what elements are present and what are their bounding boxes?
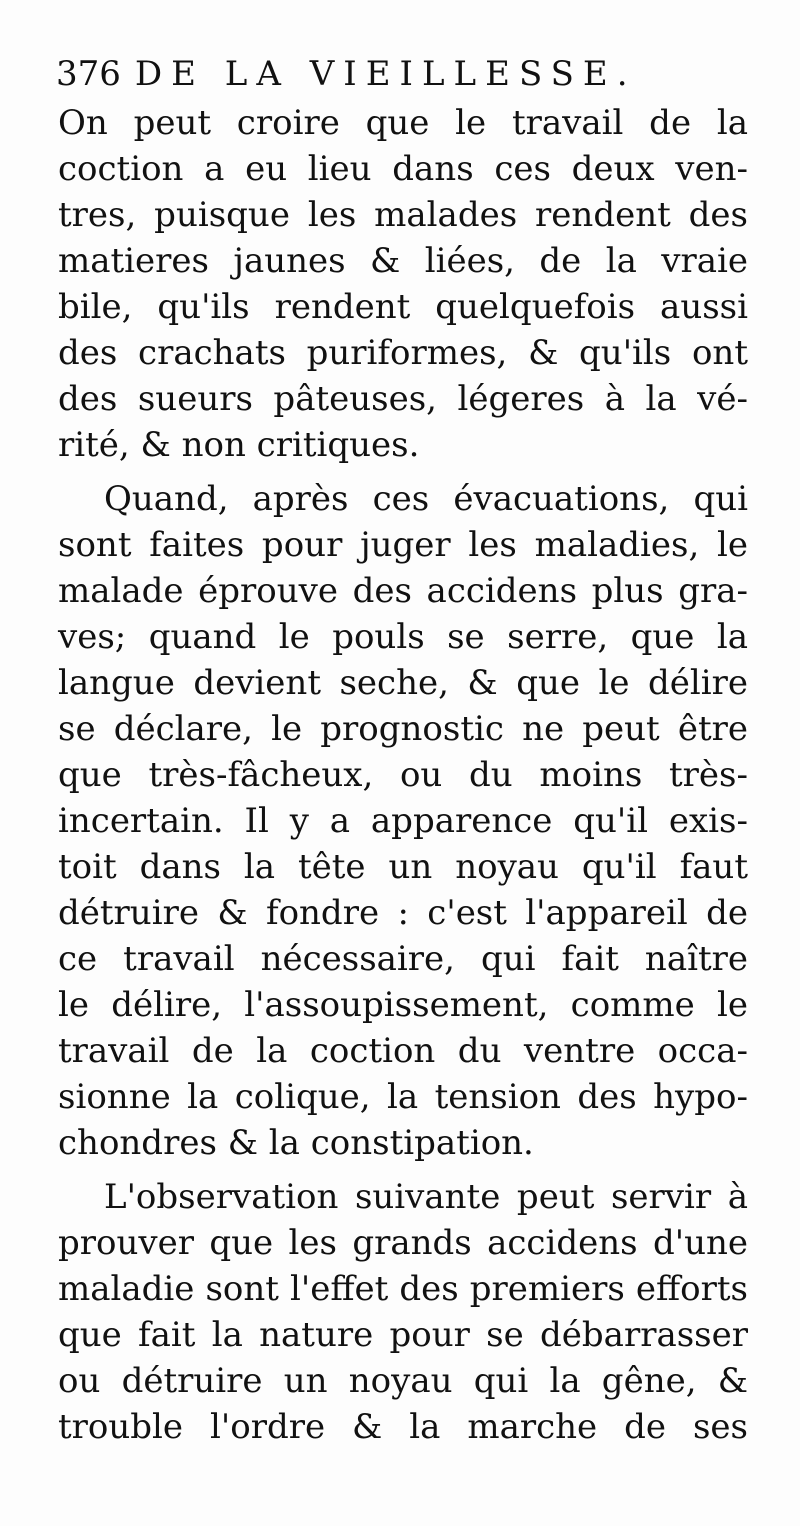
text-line: détruire & fondre : c'est l'appareil de — [58, 893, 748, 933]
text-line: que fait la nature pour se débarrasser — [58, 1315, 748, 1355]
text-line: prouver que les grands accidens d'une — [58, 1223, 748, 1263]
paragraph-2 — [58, 476, 748, 1166]
paragraph-3 — [58, 1174, 748, 1450]
text-line: bile, qu'ils rendent quelquefois aussi — [58, 287, 748, 327]
page-number: 376 — [56, 54, 121, 94]
text-line: sont faites pour juger les maladies, le — [58, 525, 748, 565]
text-line: des crachats puriformes, & qu'ils ont — [58, 333, 748, 373]
text-line: se déclare, le prognostic ne peut être — [58, 709, 748, 749]
text-line: incertain. Il y a apparence qu'il exis- — [58, 801, 748, 841]
page-header — [56, 52, 756, 96]
text-line: L'observation suivante peut servir à — [104, 1177, 748, 1217]
text-line: coction a eu lieu dans ces deux ven- — [58, 149, 748, 189]
text-line: tres, puisque les malades rendent des — [58, 195, 748, 235]
text-line: langue devient seche, & que le délire — [58, 663, 748, 703]
text-line: toit dans la tête un noyau qu'il faut — [58, 847, 748, 887]
text-line: ce travail nécessaire, qui fait naître — [58, 939, 748, 979]
text-line: sionne la colique, la tension des hypo- — [58, 1077, 748, 1117]
text-line: trouble l'ordre & la marche de ses — [58, 1407, 748, 1447]
text-line: matieres jaunes & liées, de la vraie — [58, 241, 748, 281]
body-text — [58, 100, 748, 1450]
text-line: maladie sont l'effet des premiers efforts — [58, 1269, 748, 1309]
text-line: Quand, après ces évacuations, qui — [104, 479, 748, 519]
text-line: rité, & non critiques. — [58, 425, 420, 465]
text-line: le délire, l'assoupissement, comme le — [58, 985, 748, 1025]
text-line: chondres & la constipation. — [58, 1123, 534, 1163]
paragraph-1 — [58, 100, 748, 468]
text-line: des sueurs pâteuses, légeres à la vé- — [58, 379, 748, 419]
text-line: ou détruire un noyau qui la gêne, & — [58, 1361, 748, 1401]
text-line: ves; quand le pouls se serre, que la — [58, 617, 748, 657]
running-title: DE LA VIEILLESSE. — [134, 54, 637, 94]
text-line: malade éprouve des accidens plus gra- — [58, 571, 748, 611]
text-line: que très-fâcheux, ou du moins très- — [58, 755, 748, 795]
text-line: On peut croire que le travail de la — [58, 103, 748, 143]
text-line: travail de la coction du ventre occa- — [58, 1031, 748, 1071]
